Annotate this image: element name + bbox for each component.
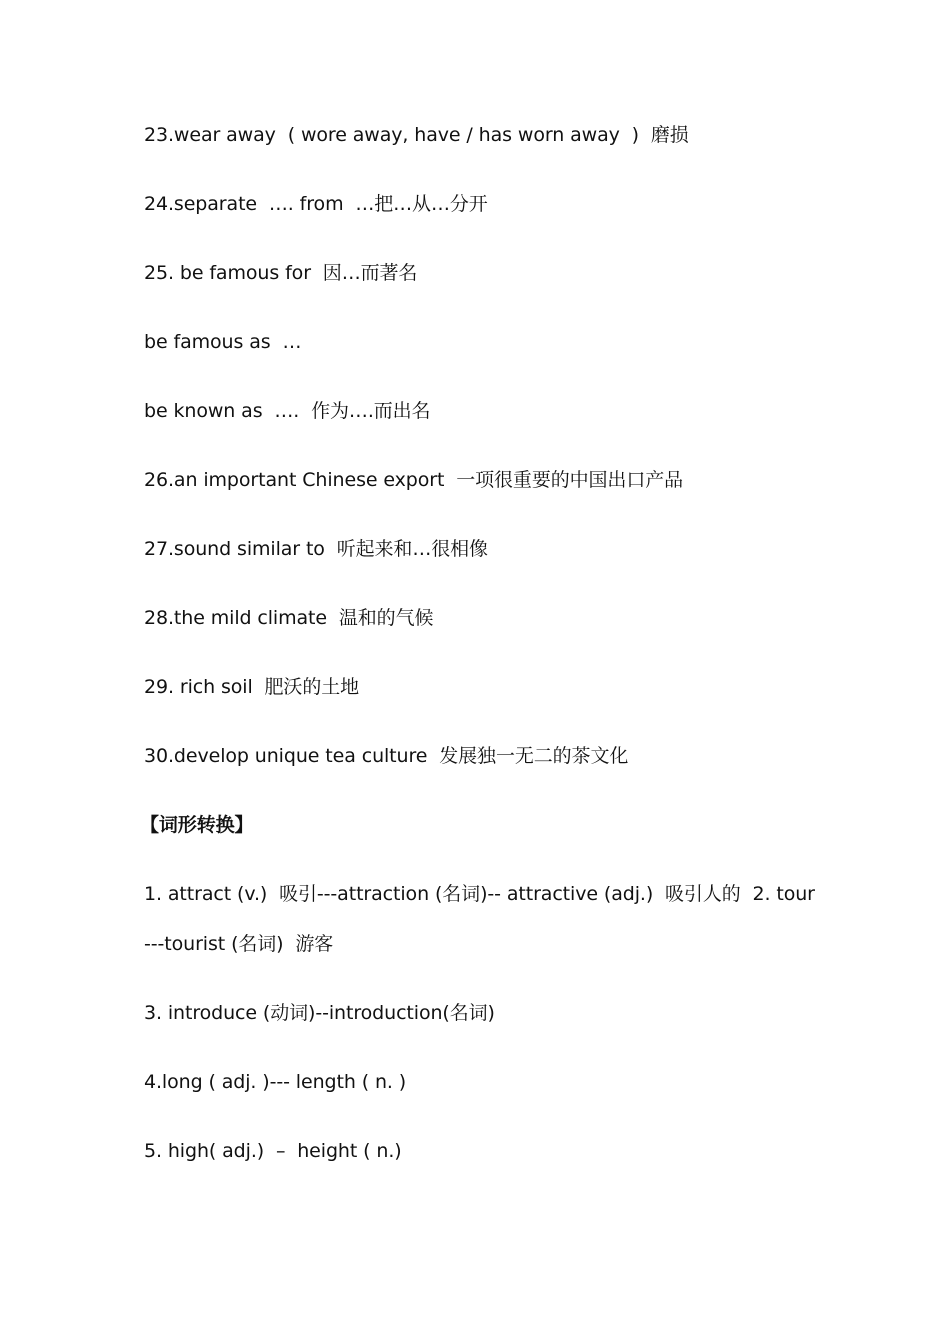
word-form-1-and-2: 1. attract (v.) 吸引---attraction (名词)-- attractive (adj.) 吸引人的 2. tour [144, 883, 815, 905]
phrase-24: 24.separate …. from …把…从…分开 [144, 193, 488, 215]
phrase-25: 25. be famous for 因…而著名 [144, 262, 418, 284]
phrase-27: 27.sound similar to 听起来和…很相像 [144, 538, 488, 560]
phrase-23: 23.wear away ( wore away, have / has worn away ) 磨损 [144, 124, 689, 146]
phrase-28: 28.the mild climate 温和的气候 [144, 607, 434, 629]
section-heading-word-forms: 【词形转换】 [140, 814, 254, 836]
phrase-25-variant-famous-as: be famous as … [144, 331, 302, 353]
phrase-29: 29. rich soil 肥沃的土地 [144, 676, 360, 698]
word-form-3: 3. introduce (动词)--introduction(名词) [144, 1002, 495, 1024]
phrase-26: 26.an important Chinese export 一项很重要的中国出口产品 [144, 469, 684, 491]
word-form-5: 5. high( adj.) – height ( n.) [144, 1140, 402, 1162]
phrase-25-variant-known-as: be known as …. 作为….而出名 [144, 400, 431, 422]
word-form-4: 4.long ( adj. )--- length ( n. ) [144, 1071, 407, 1093]
phrase-30: 30.develop unique tea culture 发展独一无二的茶文化 [144, 745, 629, 767]
word-form-2-continued: ---tourist (名词) 游客 [144, 933, 334, 955]
